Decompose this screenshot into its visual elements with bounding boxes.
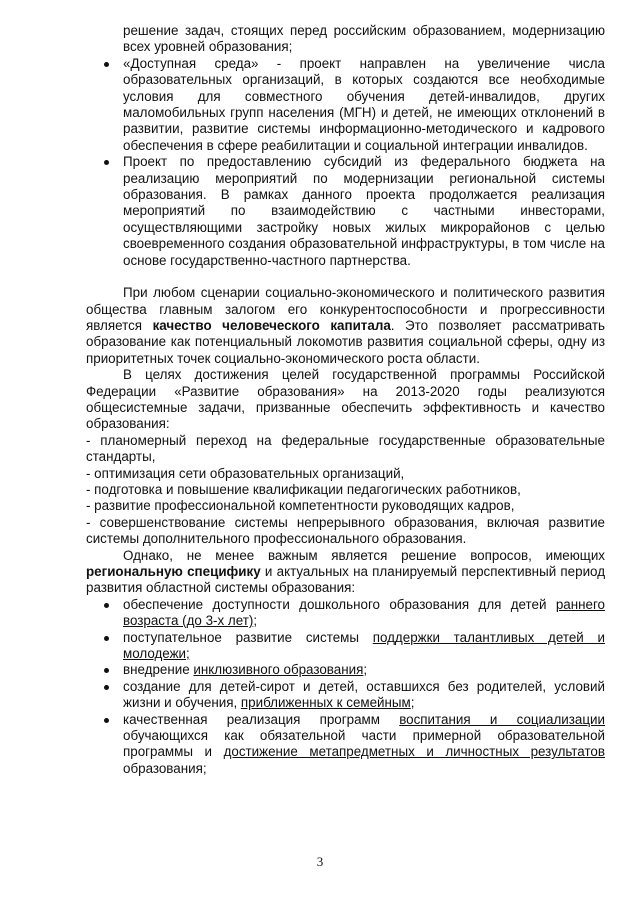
bullet-text: Проект по предоставлению субсидий из федерального бюджета на реализацию мероприятий по модернизации региональной системы образования. В рамках данного проекта продолжается реализация мероприятий по взаимодействию с частными инвесторами, осуществляющими застройку новых жилых микрорайонов с целью своевременного создания образовательной инфраструктуры, в том числе на основе государственно-частного партнерства. <box>123 154 605 268</box>
bullet-text: обеспечение доступности дошкольного образования для детей раннего возраста (до 3-х лет); <box>123 596 605 629</box>
bullet-icon <box>104 718 109 723</box>
dash-list <box>86 433 605 548</box>
bullet-item-gifted-children <box>86 630 605 663</box>
bullet-text: внедрение инклюзивного образования; <box>123 662 368 678</box>
bullet-item-inclusive-education <box>86 662 605 678</box>
underlined-phrase: приближенных к семейным <box>240 695 411 711</box>
bullet-text: создание для детей-сирот и детей, оставшихся без родителей, условий жизни и обучения, приближенных к семейным; <box>123 678 605 711</box>
bullet-text: «Доступная среда» - проект направлен на увеличение числа образовательных организаций, в которых создаются все необходимые условия для совместного обучения детей-инвалидов, других маломобильных групп населения (МГН) и детей, не имеющих отклонений в развитии, развитие системы информационно-методического и кадрового обеспечения в сфере реабилитации и социальной интеграции инвалидов. <box>123 55 605 153</box>
page-content <box>86 23 605 777</box>
bullet-text: качественная реализация программ воспитания и социализации обучающихся как обязательной части примерной образовательной программы и достижение метапредметных и личностных результатов образования; <box>123 711 605 776</box>
bullet-icon <box>104 62 109 67</box>
bullet-item-orphans <box>86 679 605 712</box>
underlined-phrase: инклюзивного образования <box>193 662 364 678</box>
dash-item: - совершенствование системы непрерывного образования, включая развитие системы дополнительного профессионального образования. <box>86 514 605 547</box>
underlined-phrase: раннего возраста (до 3-х лет) <box>123 596 605 629</box>
paragraph-state-program: В целях достижения целей государственной программы Российской Федерации «Развитие образования» на 2013-2020 годы реализуются общесистемные задачи, призванные обеспечить эффективность и качество образования: <box>86 367 605 432</box>
top-bullet-list <box>86 56 605 269</box>
bullet-icon <box>104 603 109 608</box>
dash-item: - подготовка и повышение квалификации педагогических работников, <box>86 481 521 497</box>
paragraph-text: . Это позволяет рассматривать образование как потенциальный локомотив развития социальной сферы, одну из приоритетных точек социально-экономического роста области. <box>86 317 605 366</box>
bullet-item-preschool <box>86 597 605 630</box>
paragraph-text: При любом сценарии социально-экономического и политического развития общества главным залогом его конкурентоспособности и прогрессивности является <box>86 285 605 333</box>
page-number: 3 <box>316 854 324 869</box>
bullet-icon <box>104 668 109 673</box>
paragraph-gap <box>86 269 605 285</box>
bullet-item-accessible-environment <box>86 56 605 154</box>
bullet-item-upbringing <box>86 712 605 778</box>
bullet-icon <box>104 685 109 690</box>
paragraph-regional-specifics <box>86 548 605 597</box>
dash-item: - развитие профессиональной компетентности руководящих кадров, <box>86 498 515 514</box>
underlined-phrase: достижение метапредметных и личностных результатов <box>223 744 605 760</box>
bullet-item-subsidies-project <box>86 154 605 269</box>
dash-item: - оптимизация сети образовательных организаций, <box>86 465 405 481</box>
dash-item: - планомерный переход на федеральные государственные образовательные стандарты, <box>86 432 605 465</box>
underlined-phrase: поддержки талантливых детей и молодежи; <box>123 629 605 662</box>
bold-phrase: качество человеческого капитала <box>152 317 391 333</box>
paragraph-text: и актуальных на планируемый перспективный период развития областной системы образования: <box>86 564 606 596</box>
bullet-icon <box>104 160 109 165</box>
underlined-phrase: воспитания и социализации <box>399 711 605 727</box>
paragraph-text: Однако, не менее важным является решение вопросов, имеющих <box>123 547 605 563</box>
paragraph-human-capital <box>86 285 605 367</box>
bottom-bullet-list <box>86 597 605 777</box>
intro-continuation: решение задач, стоящих перед российским образованием, модернизацию всех уровней образования; <box>123 23 605 55</box>
bullet-text: поступательное развитие системы поддержки талантливых детей и молодежи; <box>123 629 605 662</box>
bold-phrase: региональную специфику <box>86 564 261 579</box>
bullet-icon <box>104 636 109 641</box>
